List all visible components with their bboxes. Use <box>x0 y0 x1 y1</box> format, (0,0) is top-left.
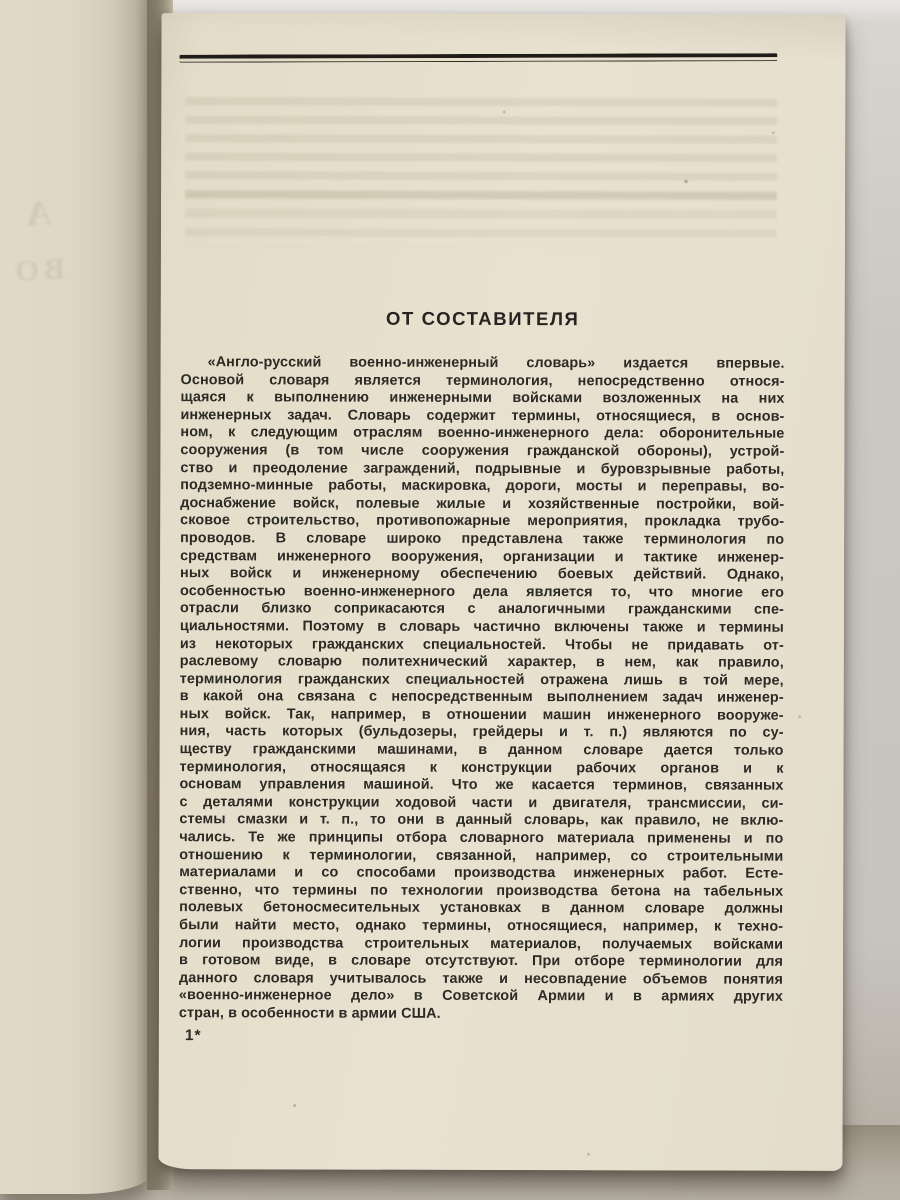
text-line: «военно-инженерное дело» в Советской Армии и в армиях других <box>178 987 783 1006</box>
showthrough-letter: А <box>24 192 54 234</box>
text-line: полевых бетоносмесительных установках в данном словаре должны <box>179 899 784 918</box>
text-line: ществу гражданскими машинами, в данном словаре дается только <box>179 741 784 759</box>
showthrough-letter: ВО <box>9 250 66 289</box>
text-line: щаяся к выполнению инженерными войсками возложенных на них <box>180 389 785 407</box>
text-line: раслевому словарю политехнический характер, в нем, как правило, <box>179 653 784 671</box>
text-line: терминология, относящаяся к конструкции рабочих органов и к <box>179 758 784 777</box>
text-line: ном, к следующим отраслям военно-инженерного дела: оборонительные <box>180 424 785 443</box>
page-title: ОТ СОСТАВИТЕЛЯ <box>385 307 580 330</box>
text-line: из некоторых гражданских специальностей. Чтобы не придавать от- <box>179 635 784 654</box>
text-line: циальностями. Поэтому в словарь частично включены также и термины <box>179 618 784 636</box>
text-line: отношению к терминологии, связанной, например, со строительными <box>179 846 784 865</box>
text-line: Основой словаря является терминология, непосредственно относя- <box>180 371 785 390</box>
text-line: с деталями конструкции ходовой части и двигателя, трансмиссии, си- <box>179 794 784 812</box>
text-line: терминология гражданских специальностей отражена лишь в той мере, <box>179 670 784 689</box>
body-text <box>179 354 785 1024</box>
text-line: отрасли близко соприкасаются с аналогичными гражданскими спе- <box>179 600 784 619</box>
text-line: средствам инженерного вооружения, организации и тактике инженер- <box>180 547 785 566</box>
showthrough-text-rows <box>185 191 777 249</box>
text-line: проводов. В словаре широко представлена также терминология по <box>180 530 785 548</box>
text-line: в готовом виде, в словаре отсутствуют. При отборе терминологии для <box>179 952 784 970</box>
text-line: чались. Те же принципы отбора словарного материала применены и по <box>179 829 784 847</box>
signature-mark: 1* <box>184 1027 202 1045</box>
text-line: подземно-минные работы, маскировка, дороги, мосты и переправы, во- <box>180 477 785 495</box>
text-line: сооружения (в том числе сооружения гражданской обороны), устрой- <box>180 442 785 460</box>
text-line: «Англо-русский военно-инженерный словарь» издается впервые. <box>207 354 785 372</box>
text-line: ственно, что термины по технологии производства бетона на табельных <box>179 881 784 900</box>
text-line: логии производства строительных материалов, получаемых войсками <box>179 934 784 953</box>
text-line: основам управления машиной. Что же касается терминов, связанных <box>179 776 784 794</box>
double-head-rule <box>179 53 777 63</box>
facing-page-edge <box>0 0 150 1194</box>
text-line: сковое строительство, противопожарные мероприятия, прокладка трубо- <box>180 512 785 531</box>
text-line: доснабжение войск, полевые жилые и хозяйственные постройки, вой- <box>180 494 785 513</box>
text-line: ных войск. Так, например, в отношении машин инженерного вооруже- <box>179 706 784 724</box>
book-page <box>158 13 845 1171</box>
text-line: ных войск и инженерному обеспечению боевых действий. Однако, <box>180 565 785 583</box>
text-line: данного словаря учитывалось также и несовпадение объемов понятия <box>178 969 784 988</box>
text-line: материалами и со способами производства инженерных работ. Есте- <box>179 864 784 882</box>
text-line: в какой она связана с непосредственным выполнением задач инженер- <box>179 688 784 707</box>
text-line: инженерных задач. Словарь содержит термины, относящиеся, в основ- <box>180 406 785 425</box>
text-line: были найти место, однако термины, относящиеся, например, к техно- <box>179 917 784 935</box>
text-line: особенностью военно-инженерного дела является то, что многие его <box>179 582 785 601</box>
text-line: стран, в особенности в армии США. <box>178 1005 441 1022</box>
text-line: ния, часть которых (бульдозеры, грейдеры и т. п.) являются по су- <box>179 723 784 742</box>
text-line: ство и преодоление заграждений, подрывные и буровзрывные работы, <box>180 459 785 478</box>
text-line: стемы смазки и т. п., то они в данный словарь, как правило, не вклю- <box>179 811 784 830</box>
